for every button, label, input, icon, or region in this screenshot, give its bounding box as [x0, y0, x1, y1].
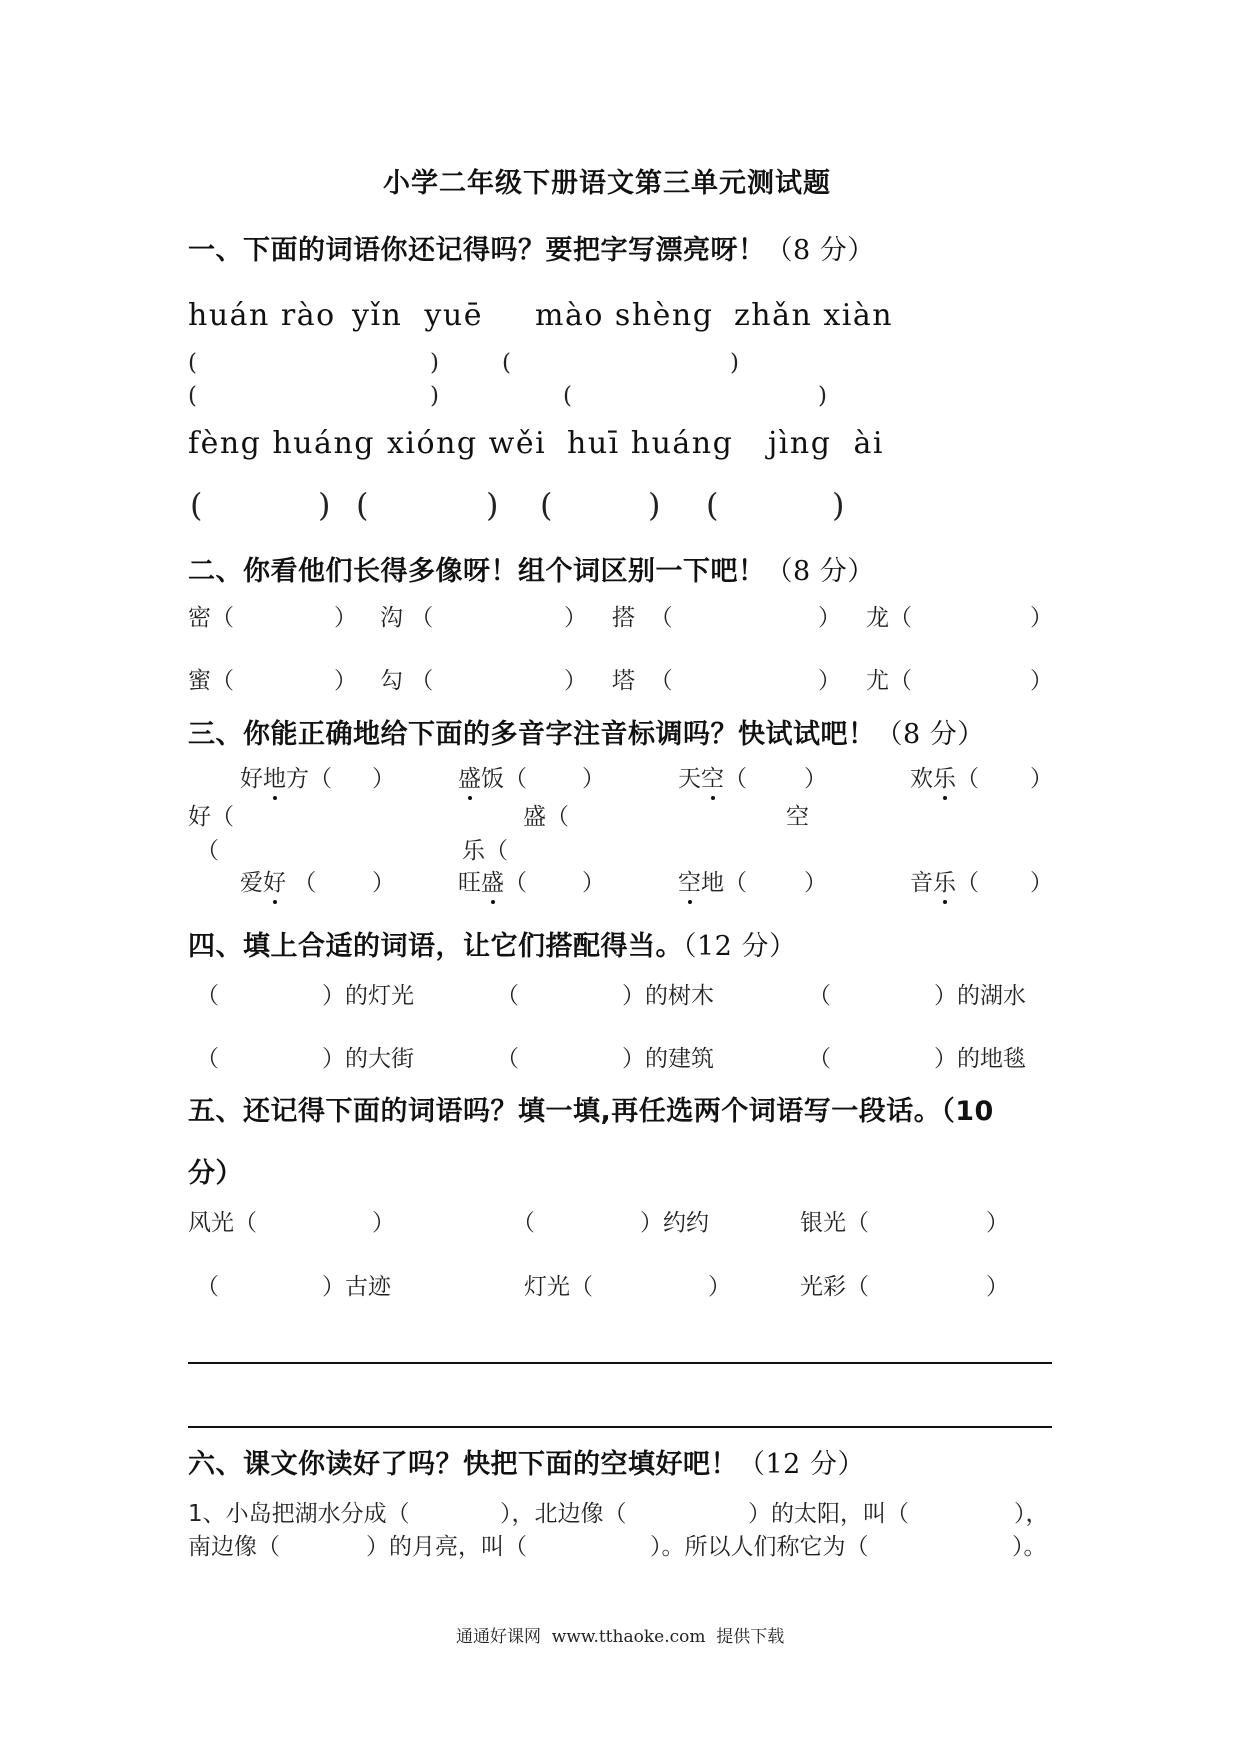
pinyin-1: huán rào — [188, 298, 336, 333]
paren-close: ） — [372, 766, 395, 792]
paren-close: ） — [334, 605, 357, 631]
char-item: 塔 （ — [612, 668, 673, 694]
paren-close: ） — [1030, 870, 1053, 896]
paren-open: （ — [808, 1046, 831, 1072]
polyphone-word: 旺盛（ — [458, 870, 527, 896]
paren-open: ( — [540, 486, 553, 524]
paren-close: ) — [648, 486, 661, 524]
writing-line-1[interactable] — [188, 1362, 1052, 1364]
paren-open: ( — [188, 350, 197, 376]
question-1-line-2-part-3: ）。所以人们称它为（ — [650, 1534, 869, 1560]
paren-open: ( — [563, 383, 572, 409]
polyphone-char: 盛（ — [523, 804, 569, 830]
paren-open: （ — [196, 838, 219, 864]
pinyin-2: yǐn yuē — [352, 298, 483, 333]
paren-open: ( — [356, 486, 369, 524]
pinyin-8: jìng ài — [768, 426, 884, 461]
char-item: 密（ — [188, 605, 234, 631]
paren-close: ) — [832, 486, 845, 524]
collocation-item: ）的大街 — [322, 1046, 414, 1072]
footer-credit: 通通好课网 www.tthaoke.com 提供下载 — [456, 1627, 785, 1647]
paren-open: （ — [496, 983, 519, 1009]
paren-close: ） — [804, 766, 827, 792]
polyphone-word: 天空（ — [678, 766, 747, 792]
paren-open: ( — [502, 350, 511, 376]
paren-open: （ — [196, 983, 219, 1009]
section-1-score: （8 分） — [765, 235, 875, 266]
section-6-heading — [188, 1451, 865, 1478]
paren-close: ） — [372, 1210, 395, 1236]
question-1-line-2-part-1: 南边像（ — [188, 1534, 280, 1560]
polyphone-word: 空地（ — [678, 870, 747, 896]
section-3-heading — [188, 721, 985, 748]
collocation-item: ）的建筑 — [622, 1046, 714, 1072]
char-item: 勾 （ — [380, 668, 434, 694]
question-1-part-3: ）的太阳，叫（ — [748, 1501, 909, 1527]
paren-close: ) — [318, 486, 331, 524]
paren-open: （ — [496, 1046, 519, 1072]
paren-close: ） — [564, 605, 587, 631]
char-item: 蜜（ — [188, 668, 234, 694]
paren-close: ） — [708, 1274, 731, 1300]
section-2-heading-text: 二、你看他们长得多像呀！组个词区别一下吧！ — [188, 556, 766, 587]
pinyin-7: huī huáng — [567, 426, 734, 461]
pinyin-4: zhǎn xiàn — [734, 298, 894, 333]
section-1-heading — [188, 237, 875, 264]
paren-open: ( — [190, 486, 203, 524]
paren-close: ） — [818, 605, 841, 631]
word-item: ）约约 — [640, 1210, 709, 1236]
section-6-heading-text: 六、课文你读好了吗？快把下面的空填好吧！ — [188, 1449, 738, 1480]
paren-close: ) — [430, 350, 439, 376]
polyphone-word: 音乐（ — [910, 870, 979, 896]
paren-close: ） — [986, 1210, 1009, 1236]
question-1-part-4: ）， — [1014, 1501, 1049, 1527]
paren-close: ） — [1030, 668, 1053, 694]
page-title: 小学二年级下册语文第三单元测试题 — [383, 168, 831, 199]
word-item: 风光（ — [188, 1210, 257, 1236]
paren-close: ） — [582, 870, 605, 896]
paren-close: ） — [818, 668, 841, 694]
paren-close: ） — [1030, 766, 1053, 792]
paren-close: ） — [804, 870, 827, 896]
paren-close: ） — [1030, 605, 1053, 631]
word-item: 灯光（ — [524, 1274, 593, 1300]
section-6-score: （12 分） — [738, 1449, 865, 1480]
writing-line-2[interactable] — [188, 1426, 1052, 1428]
section-2-score: （8 分） — [765, 556, 875, 587]
paren-open: ( — [706, 486, 719, 524]
question-1-line-2-part-2: ）的月亮，叫（ — [366, 1534, 527, 1560]
paren-open: ( — [188, 383, 197, 409]
paren-close: ） — [334, 668, 357, 694]
paren-open: （ — [808, 983, 831, 1009]
section-4-score: （12 分） — [683, 931, 797, 962]
polyphone-char: 空 — [786, 804, 809, 830]
section-4-heading — [188, 933, 796, 960]
polyphone-word: 爱好 （ — [240, 870, 317, 896]
word-item: ）古迹 — [322, 1274, 391, 1300]
section-1-heading-text: 一、下面的词语你还记得吗？要把字写漂亮呀！ — [188, 235, 766, 266]
collocation-item: ）的灯光 — [322, 983, 414, 1009]
char-item: 搭 （ — [612, 605, 673, 631]
collocation-item: ）的地毯 — [934, 1046, 1026, 1072]
char-item: 沟 （ — [380, 605, 434, 631]
collocation-item: ）的湖水 — [934, 983, 1026, 1009]
word-item: 光彩（ — [800, 1274, 869, 1300]
paren-close: ) — [430, 383, 439, 409]
paren-close: ） — [582, 766, 605, 792]
paren-close: ) — [818, 383, 827, 409]
section-3-heading-text: 三、你能正确地给下面的多音字注音标调吗？快试试吧！ — [188, 719, 876, 750]
paren-open: （ — [196, 1274, 219, 1300]
pinyin-3: mào shèng — [535, 298, 714, 333]
polyphone-word: 盛饭（ — [458, 766, 527, 792]
polyphone-word: 好地方（ — [240, 766, 332, 792]
section-5-heading: 五、还记得下面的词语吗？填一填,再任选两个词语写一段话。（10 — [188, 1096, 994, 1127]
question-1-part-2: ），北边像（ — [500, 1501, 627, 1527]
paren-open: （ — [512, 1210, 535, 1236]
pinyin-5: fèng huáng — [188, 426, 375, 461]
char-item: 龙（ — [866, 605, 912, 631]
section-3-score: （8 分） — [875, 719, 985, 750]
polyphone-char: 好（ — [188, 804, 234, 830]
pinyin-6: xióng wěi — [387, 426, 547, 461]
question-1-line-2-part-4: ）。 — [1012, 1534, 1047, 1560]
question-1-part-1: 1、小岛把湖水分成（ — [188, 1501, 410, 1527]
section-2-heading — [188, 558, 875, 585]
paren-close: ） — [372, 870, 395, 896]
section-4-heading-text: 四、填上合适的词语，让它们搭配得当。 — [188, 931, 683, 962]
paren-close: ) — [486, 486, 499, 524]
paren-close: ） — [986, 1274, 1009, 1300]
paren-close: ） — [564, 668, 587, 694]
polyphone-word: 欢乐（ — [910, 766, 979, 792]
word-item: 银光（ — [800, 1210, 869, 1236]
char-item: 尤（ — [866, 668, 912, 694]
paren-close: ) — [730, 350, 739, 376]
collocation-item: ）的树木 — [622, 983, 714, 1009]
paren-open: （ — [196, 1046, 219, 1072]
section-5-heading-cont: 分） — [188, 1158, 243, 1189]
polyphone-char: 乐（ — [462, 838, 508, 864]
